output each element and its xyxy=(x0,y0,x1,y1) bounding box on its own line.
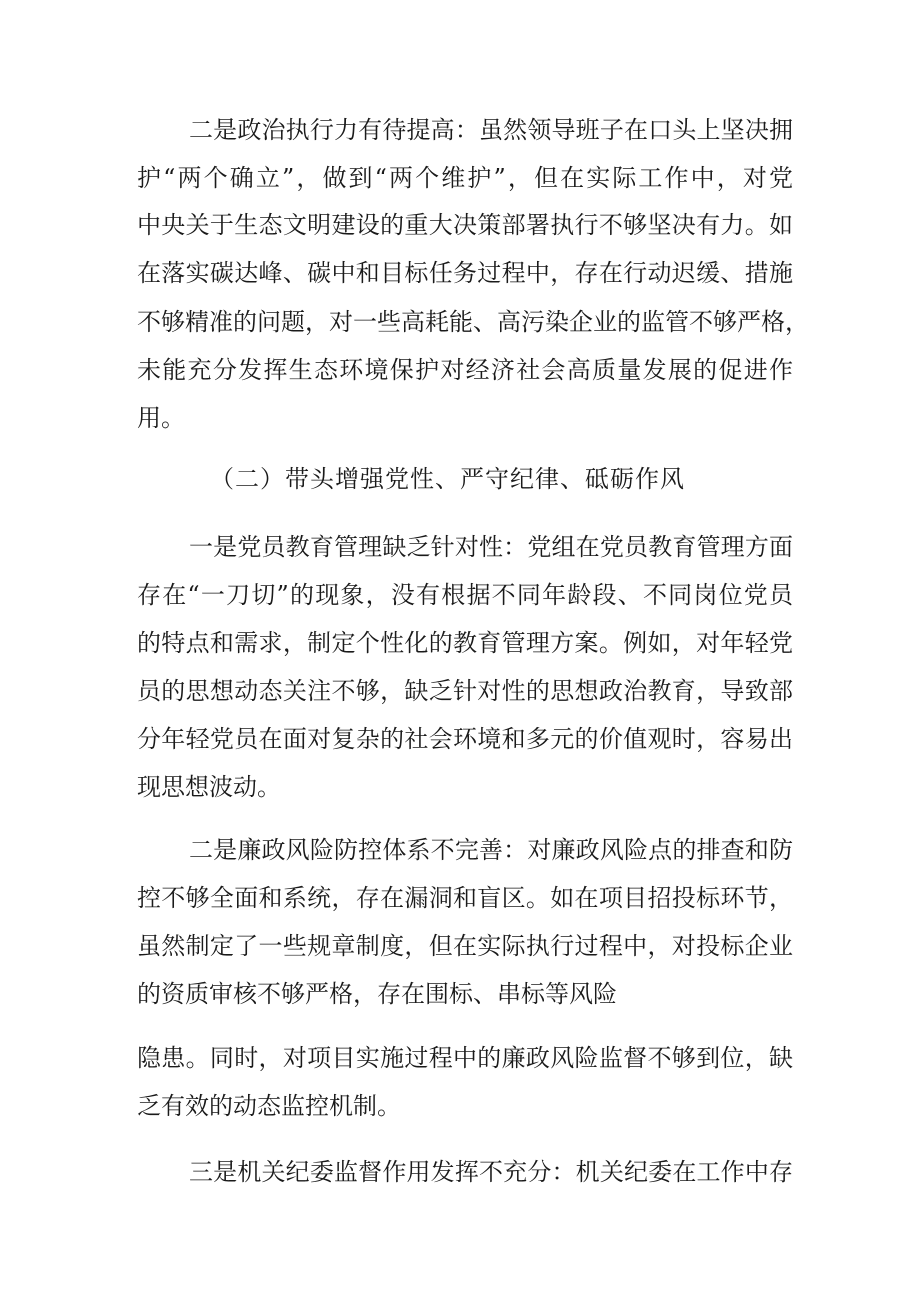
paragraph-2-line-2: 存在“一刀切”的现象，没有根据不同年龄段、不同岗位党员 xyxy=(137,581,793,609)
paragraph-2-line-6: 现思想波动。 xyxy=(137,773,281,801)
paragraph-2-line-1: 一是党员教育管理缺乏针对性：党组在党员教育管理方面 xyxy=(189,533,793,561)
paragraph-1-line-5: 不够精准的问题，对一些高耗能、高污染企业的监管不够严格， xyxy=(137,308,809,336)
paragraph-1-line-4: 在落实碳达峰、碳中和目标任务过程中，存在行动迟缓、措施 xyxy=(137,259,793,287)
paragraph-1-line-3: 中央关于生态文明建设的重大决策部署执行不够坚决有力。如 xyxy=(137,211,793,239)
paragraph-2-line-5: 分年轻党员在面对复杂的社会环境和多元的价值观时，容易出 xyxy=(137,725,793,753)
paragraph-1-line-1: 二是政治执行力有待提高：虽然领导班子在口头上坚决拥 xyxy=(189,116,793,144)
paragraph-1-line-6: 未能充分发挥生态环境保护对经济社会高质量发展的促进作 xyxy=(137,356,793,384)
paragraph-4-line-2: 乏有效的动态监控机制。 xyxy=(137,1092,401,1120)
paragraph-1-line-2: 护“两个确立”，做到“两个维护”，但在实际工作中，对党 xyxy=(137,164,793,192)
paragraph-1-line-7: 用。 xyxy=(137,404,185,432)
section-heading: （二）带头增强党性、严守纪律、砥砺作风 xyxy=(210,465,685,493)
paragraph-3-line-2: 控不够全面和系统，存在漏洞和盲区。如在项目招投标环节， xyxy=(137,884,793,912)
paragraph-4-line-1: 隐患。同时，对项目实施过程中的廉政风险监督不够到位，缺 xyxy=(137,1044,793,1072)
paragraph-3-line-1: 二是廉政风险防控体系不完善：对廉政风险点的排查和防 xyxy=(189,836,793,864)
paragraph-3-line-4: 的资质审核不够严格，存在围标、串标等风险 xyxy=(137,980,617,1008)
paragraph-2-line-3: 的特点和需求，制定个性化的教育管理方案。例如，对年轻党 xyxy=(137,629,793,657)
paragraph-2-line-4: 员的思想动态关注不够，缺乏针对性的思想政治教育，导致部 xyxy=(137,677,793,705)
paragraph-5-line-1: 三是机关纪委监督作用发挥不充分：机关纪委在工作中存 xyxy=(189,1158,793,1186)
paragraph-3-line-3: 虽然制定了一些规章制度，但在实际执行过程中，对投标企业 xyxy=(137,932,793,960)
